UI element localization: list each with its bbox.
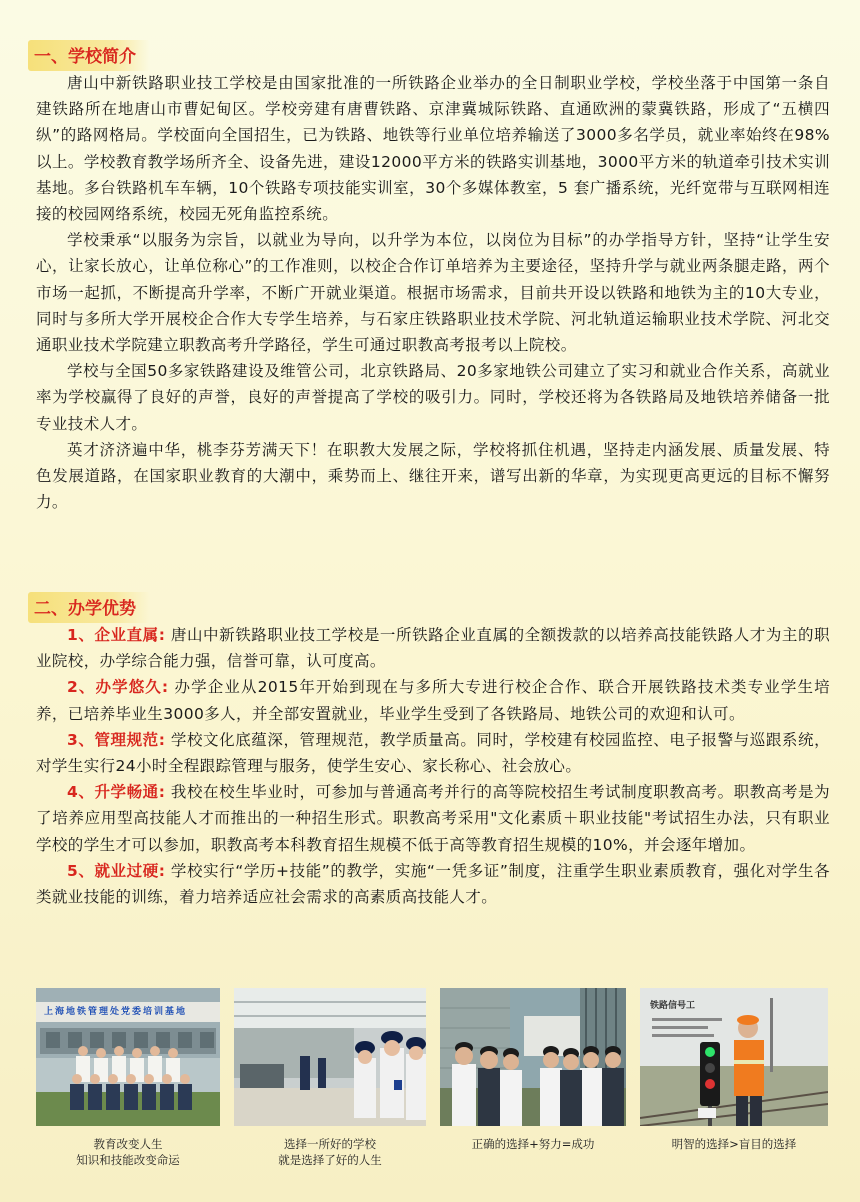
signal-sign: 铁路信号工 [650, 1001, 696, 1011]
advantage-item [36, 858, 830, 910]
section1-paragraph: 唐山中新铁路职业技工学校是由国家批准的一所铁路企业举办的全日制职业学校，学校坐落于中国第一条自建铁路所在地唐山市曹妃甸区。学校旁建有唐曹铁路、京津冀城际铁路、直通欧洲的蒙冀铁路，形成了“五横四纵”的路网格局。学校面向全国招生，已为铁路、地铁等行业单位培养输送了3000多名学员，就业率始终在98%以上。学校教育教学场所齐全、设备先进，建设12000平方米的铁路实训基地，3000平方米的轨道牵引技术实训基地。多台铁路机车车辆，10个铁路专项技能实训室，30个多媒体教室，5 套广播系统，光纤宽带与互联网相连接的校园网络系统，校园无死角监控系统。 [36, 74, 830, 224]
caption-line: 选择一所好的学校 [284, 1137, 376, 1151]
caption-line: 知识和技能改变命运 [76, 1153, 180, 1167]
photo-station-security [234, 988, 426, 1126]
photo-caption [640, 1136, 828, 1152]
photo-caption [234, 1136, 426, 1168]
advantage-label: 2、办学悠久: [67, 678, 169, 697]
section2-body [36, 622, 830, 910]
building-sign: 上海地铁管理处党委培训基地 [44, 1007, 188, 1017]
photo-group-building [36, 988, 220, 1126]
advantage-label: 5、就业过硬: [67, 861, 166, 880]
caption-line: 正确的选择+努力=成功 [471, 1137, 595, 1151]
section1-title: 一、学校简介 [28, 40, 150, 71]
advantage-label: 3、管理规范: [67, 730, 166, 749]
photo-students-outdoor [440, 988, 626, 1126]
section1-paragraph: 英才济济遍中华，桃李芬芳满天下！在职教大发展之际，学校将抓住机遇，坚持走内涵发展、质量发展、特色发展道路，在国家职业教育的大潮中，乘势而上、继往开来，谱写出新的华章，为实现更高更远的目标不懈努力。 [36, 440, 830, 512]
advantage-text: 我校在校生毕业时，可参加与普通高考并行的高等院校招生考试制度职教高考。职教高考是为了培养应用型高技能人才而推出的一种招生形式。职教高考采用"文化素质＋职业技能"考试招生办法，只有职业学校的学生才可以参加，职教高考本科教育招生规模不低于高等教育招生规模的10%，并会逐年增加。 [36, 783, 830, 854]
photo-signal-worker [640, 988, 828, 1126]
advantage-item [36, 727, 830, 779]
section1-paragraph: 学校与全国50多家铁路建设及维管公司，北京铁路局、20多家地铁公司建立了实习和就业合作关系，高就业率为学校赢得了良好的声誉，良好的声誉提高了学校的吸引力。同时，学校还将为各铁路局及地铁培养储备一批专业技术人才。 [36, 362, 830, 433]
caption-line: 明智的选择>盲目的选择 [671, 1137, 797, 1151]
advantage-item [36, 622, 830, 674]
caption-line: 教育改变人生 [93, 1137, 163, 1151]
section2-title: 二、办学优势 [28, 592, 150, 623]
section1-paragraph: 学校秉承“以服务为宗旨，以就业为导向，以升学为本位，以岗位为目标”的办学指导方针，坚持“让学生安心，让家长放心，让单位称心”的工作准则，以校企合作订单培养为主要途径，坚持升学与就业两条腿走路，两个市场一起抓，不断提高升学率，不断广开就业渠道。根据市场需求，目前共开设以铁路和地铁为主的10大专业，同时与多所大学开展校企合作大专学生培养，与石家庄铁路职业技术学院、河北轨道运输职业技术学院、河北交通职业技术学院建立职教高考升学路径，学生可通过职教高考报考以上院校。 [36, 231, 830, 355]
advantage-text: 唐山中新铁路职业技工学校是一所铁路企业直属的全额拨款的以培养高技能铁路人才为主的职业院校，办学综合能力强，信誉可靠，认可度高。 [36, 626, 830, 671]
advantage-text: 学校实行“学历+技能”的教学，实施“一凭多证”制度，注重学生职业素质教育，强化对学生各类就业技能的训练，着力培养适应社会需求的高素质高技能人才。 [36, 861, 830, 907]
photo-caption [36, 1136, 220, 1168]
advantage-label: 4、升学畅通: [67, 783, 166, 802]
advantage-item [36, 674, 830, 726]
students-photo-image [440, 988, 626, 1126]
advantage-label: 1、企业直属: [67, 626, 166, 644]
section1-body [36, 70, 830, 515]
photo-caption [440, 1136, 626, 1152]
station-photo-image [234, 988, 426, 1126]
advantage-text: 办学企业从2015年开始到现在与多所大专进行校企合作、联合开展铁路技术类专业学生培养，已培养毕业生3000多人，并全部安置就业，毕业学生受到了各铁路局、地铁公司的欢迎和认可。 [36, 678, 830, 723]
advantage-text: 学校文化底蕴深，管理规范，教学质量高。同时，学校建有校园监控、电子报警与巡跟系统，对学生实行24小时全程跟踪管理与服务，使学生安心、家长称心、社会放心。 [36, 730, 830, 776]
caption-line: 就是选择了好的人生 [278, 1153, 382, 1167]
advantage-item [36, 779, 830, 858]
